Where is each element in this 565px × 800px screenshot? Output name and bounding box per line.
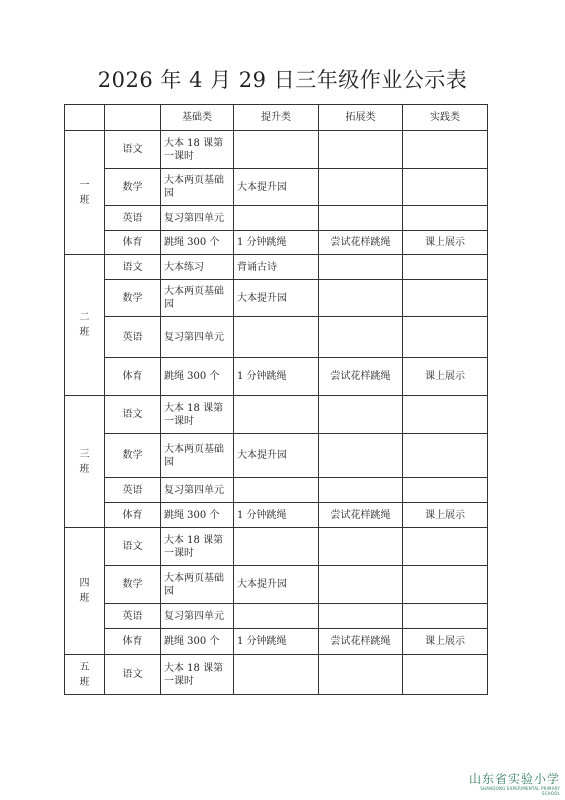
practice-cell [403,566,488,604]
practice-cell [403,280,488,317]
extend-cell [319,131,403,169]
class-name-cell [65,131,105,255]
class-name-top: 五 [79,661,90,673]
basic-cell: 跳绳 300 个 [161,231,234,255]
class-name-cell [65,655,105,695]
class-name-bottom: 班 [79,194,90,206]
practice-cell: 课上展示 [403,503,488,528]
header-row [65,105,488,131]
improve-cell [234,655,319,695]
table-row [65,317,488,358]
extend-cell [319,604,403,629]
practice-cell: 课上展示 [403,358,488,396]
extend-cell: 尝试花样跳绳 [319,629,403,655]
table-row [65,604,488,629]
subject-cell: 体育 [105,629,161,655]
header-subject [105,105,161,131]
practice-cell [403,206,488,231]
basic-cell: 大本两页基础园 [161,566,234,604]
table-row [65,169,488,206]
basic-cell: 跳绳 300 个 [161,629,234,655]
basic-cell: 复习第四单元 [161,317,234,358]
class-name-top: 二 [79,312,90,323]
table-row [65,231,488,255]
extend-cell [319,169,403,206]
table-row [65,655,488,695]
improve-cell [234,396,319,434]
basic-cell: 大本 18 课第一课时 [161,131,234,169]
basic-cell: 大本 18 课第一课时 [161,528,234,566]
table-row [65,566,488,604]
basic-cell: 跳绳 300 个 [161,503,234,528]
practice-cell [403,478,488,503]
extend-cell [319,478,403,503]
school-logo-english: SHANDONG EXPERIMENTAL PRIMARY SCHOOL [480,786,560,796]
table-row [65,131,488,169]
table-row [65,528,488,566]
practice-cell [403,317,488,358]
improve-cell: 1 分钟跳绳 [234,629,319,655]
practice-cell [403,169,488,206]
table-row [65,629,488,655]
extend-cell [319,280,403,317]
improve-cell: 大本提升园 [234,434,319,478]
improve-cell: 大本提升园 [234,280,319,317]
practice-cell: 课上展示 [403,231,488,255]
table-row [65,434,488,478]
table-body [65,131,488,695]
class-name-cell [65,255,105,396]
basic-cell: 大本 18 课第一课时 [161,655,234,695]
subject-cell: 数学 [105,280,161,317]
header-improve: 提升类 [234,105,319,131]
improve-cell [234,131,319,169]
subject-cell: 语文 [105,655,161,695]
extend-cell [319,317,403,358]
basic-cell: 复习第四单元 [161,478,234,503]
subject-cell: 体育 [105,503,161,528]
table-row [65,396,488,434]
header-extend: 拓展类 [319,105,403,131]
basic-cell: 大本两页基础园 [161,434,234,478]
subject-cell: 语文 [105,528,161,566]
table-row [65,478,488,503]
class-name-top: 三 [79,448,90,460]
extend-cell [319,528,403,566]
extend-cell [319,396,403,434]
basic-cell: 大本练习 [161,255,234,280]
class-name-bottom: 班 [79,593,90,604]
table-row [65,255,488,280]
school-logo [468,772,560,796]
practice-cell [403,528,488,566]
improve-cell [234,604,319,629]
subject-cell: 语文 [105,396,161,434]
class-name-top: 一 [79,179,90,191]
subject-cell: 英语 [105,206,161,231]
class-name-bottom: 班 [79,463,90,475]
extend-cell: 尝试花样跳绳 [319,231,403,255]
header-basic: 基础类 [161,105,234,131]
extend-cell [319,255,403,280]
basic-cell: 复习第四单元 [161,206,234,231]
extend-cell: 尝试花样跳绳 [319,503,403,528]
extend-cell [319,655,403,695]
extend-cell [319,206,403,231]
class-name-bottom: 班 [79,676,90,688]
improve-cell: 1 分钟跳绳 [234,503,319,528]
basic-cell: 复习第四单元 [161,604,234,629]
improve-cell: 1 分钟跳绳 [234,358,319,396]
header-class [65,105,105,131]
class-name-cell [65,528,105,655]
practice-cell: 课上展示 [403,629,488,655]
basic-cell: 大本 18 课第一课时 [161,396,234,434]
school-logo-name: 山东省实验小学 [468,772,560,786]
subject-cell: 英语 [105,604,161,629]
practice-cell [403,604,488,629]
extend-cell: 尝试花样跳绳 [319,358,403,396]
homework-table [64,104,488,695]
improve-cell: 背诵古诗 [234,255,319,280]
practice-cell [403,655,488,695]
basic-cell: 大本两页基础园 [161,280,234,317]
extend-cell [319,566,403,604]
class-name-cell [65,396,105,528]
practice-cell [403,434,488,478]
header-practice: 实践类 [403,105,488,131]
practice-cell [403,255,488,280]
improve-cell [234,528,319,566]
table-row [65,206,488,231]
table-row [65,358,488,396]
table-row [65,503,488,528]
basic-cell: 大本两页基础园 [161,169,234,206]
subject-cell: 数学 [105,434,161,478]
subject-cell: 英语 [105,317,161,358]
extend-cell [319,434,403,478]
subject-cell: 体育 [105,231,161,255]
subject-cell: 数学 [105,169,161,206]
improve-cell [234,206,319,231]
subject-cell: 语文 [105,255,161,280]
subject-cell: 体育 [105,358,161,396]
subject-cell: 语文 [105,131,161,169]
improve-cell: 大本提升园 [234,566,319,604]
practice-cell [403,131,488,169]
subject-cell: 数学 [105,566,161,604]
improve-cell [234,317,319,358]
subject-cell: 英语 [105,478,161,503]
table-row [65,280,488,317]
improve-cell [234,478,319,503]
practice-cell [403,396,488,434]
basic-cell: 跳绳 300 个 [161,358,234,396]
class-name-bottom: 班 [79,327,90,338]
improve-cell: 大本提升园 [234,169,319,206]
class-name-top: 四 [79,578,90,589]
page-title: 2026 年 4 月 29 日三年级作业公示表 [97,68,468,92]
improve-cell: 1 分钟跳绳 [234,231,319,255]
